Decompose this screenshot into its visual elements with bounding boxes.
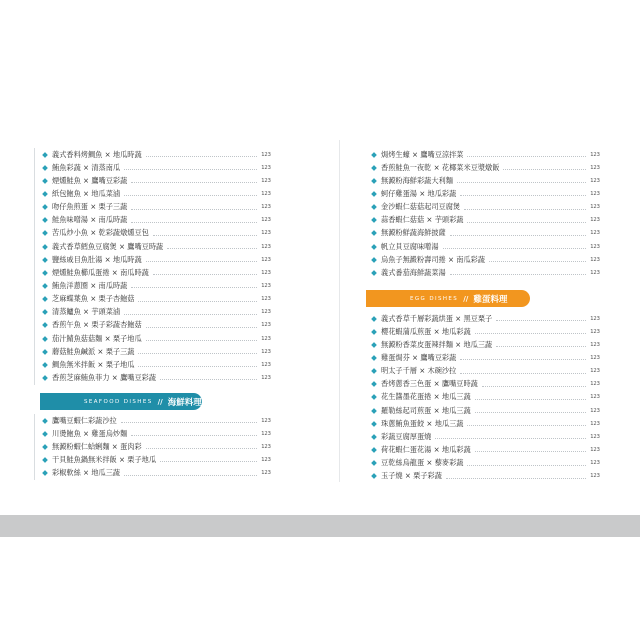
page-number: 123 — [590, 394, 600, 401]
toc-row — [364, 187, 600, 200]
diamond-bullet-icon — [42, 349, 48, 355]
diamond-bullet-icon — [42, 217, 48, 223]
recipe-title: 鮭魚味噌湯 × 南瓜時蔬 — [52, 215, 128, 225]
banner-slash: // — [157, 397, 163, 406]
page-number: 123 — [590, 381, 600, 388]
page-number: 123 — [590, 315, 600, 322]
recipe-title: 豆乾絲烏龍蛋 × 藜麥彩蔬 — [381, 458, 464, 468]
dotted-leader — [131, 287, 257, 288]
recipe-title: 鹽絲戚目魚肚湯 × 地瓜時蔬 — [52, 254, 142, 264]
page-number: 123 — [261, 470, 271, 477]
diamond-bullet-icon — [371, 217, 377, 223]
dotted-leader — [160, 379, 257, 380]
diamond-bullet-icon — [371, 244, 377, 250]
right-recipe-list — [364, 148, 600, 279]
dotted-leader — [138, 301, 257, 302]
recipe-title: 清蒸鱸魚 × 芋頭菜滷 — [52, 307, 121, 317]
page-number: 123 — [590, 204, 600, 211]
toc-row — [364, 457, 600, 470]
egg-recipe-list — [364, 312, 600, 483]
dotted-leader — [450, 274, 586, 275]
recipe-title: 鮪魚洋蔥圈 × 南瓜時蔬 — [52, 280, 128, 290]
dotted-leader — [467, 465, 586, 466]
dotted-leader — [460, 373, 586, 374]
toc-row — [364, 404, 600, 417]
page-number: 123 — [261, 456, 271, 463]
right-page — [364, 148, 600, 279]
recipe-title: 苦瓜炒小魚 × 乾彩蔬燉燻豆包 — [52, 228, 149, 238]
page-number: 123 — [590, 341, 600, 348]
diamond-bullet-icon — [371, 395, 377, 401]
recipe-title: 無澱粉蝦仁蛤蜊麵 × 蛋肉彩 — [52, 441, 142, 451]
recipe-title: 蘑菇鮭魚鹹派 × 栗子三蔬 — [52, 346, 135, 356]
recipe-title: 無澱粉鮮蔬海鮮披薩 — [381, 228, 446, 238]
page-number: 123 — [590, 460, 600, 467]
recipe-title: 干貝鮭魚鍋無米拌飯 × 栗子地瓜 — [52, 454, 157, 464]
dotted-leader — [489, 261, 586, 262]
diamond-bullet-icon — [371, 434, 377, 440]
dotted-leader — [146, 327, 257, 328]
dotted-leader — [146, 448, 257, 449]
dotted-leader — [464, 209, 586, 210]
diamond-bullet-icon — [42, 178, 48, 184]
recipe-title: 荷花蝦仁蛋花湯 × 地瓜彩蔬 — [381, 444, 471, 454]
toc-row — [35, 227, 271, 240]
recipe-title: 香煎午魚 × 栗子彩蔬杏鮑菇 — [52, 320, 142, 330]
toc-row — [364, 240, 600, 253]
banner-english: EGG DISHES — [410, 295, 459, 302]
page-number: 123 — [261, 217, 271, 224]
dotted-leader — [467, 222, 586, 223]
recipe-title: 金沙蝦仁菇菇起司豆腐煲 — [381, 202, 461, 212]
toc-row — [35, 427, 271, 440]
page-number: 123 — [590, 269, 600, 276]
diamond-bullet-icon — [371, 191, 377, 197]
recipe-title: 煙燻鮭魚 × 鷹嘴豆彩蔬 — [52, 175, 128, 185]
diamond-bullet-icon — [371, 473, 377, 479]
recipe-title: 烏魚子無澱粉壽司捲 × 南瓜彩蔬 — [381, 254, 486, 264]
recipe-title: 櫻花蝦蒲瓜煎蛋 × 地瓜彩蔬 — [381, 326, 471, 336]
page-number: 123 — [261, 361, 271, 368]
diamond-bullet-icon — [371, 421, 377, 427]
recipe-title: 義式番茄海鮮蔬菜湯 — [381, 267, 446, 277]
diamond-bullet-icon — [42, 336, 48, 342]
diamond-bullet-icon — [371, 460, 377, 466]
dotted-leader — [146, 261, 257, 262]
dotted-leader — [124, 314, 257, 315]
diamond-bullet-icon — [371, 408, 377, 414]
gutter-line — [339, 140, 340, 482]
toc-row — [364, 365, 600, 378]
page-number: 123 — [590, 177, 600, 184]
page-number: 123 — [590, 420, 600, 427]
dotted-leader — [124, 475, 257, 476]
banner-chinese: 海鮮料理 — [167, 397, 202, 408]
left-recipe-list — [35, 148, 271, 385]
recipe-title: 明太子千層 × 木碗沙拉 — [381, 366, 457, 376]
recipe-title: 無澱粉香菜皮蛋辣拌麵 × 地瓜三蔬 — [381, 339, 493, 349]
banner-english: SEAFOOD DISHES — [84, 398, 153, 405]
recipe-title: 鮪魚彩蔬 × 清蒸南瓜 — [52, 162, 121, 172]
toc-row — [35, 371, 271, 384]
dotted-leader — [121, 422, 257, 423]
banner-slash: // — [463, 294, 469, 303]
toc-row — [35, 467, 271, 480]
dotted-leader — [167, 248, 257, 249]
toc-row — [35, 148, 271, 161]
dotted-leader — [146, 156, 257, 157]
toc-row — [364, 430, 600, 443]
diamond-bullet-icon — [371, 368, 377, 374]
toc-row — [364, 443, 600, 456]
toc-row — [364, 253, 600, 266]
left-page — [34, 148, 271, 385]
diamond-bullet-icon — [42, 231, 48, 237]
page-number: 123 — [261, 269, 271, 276]
diamond-bullet-icon — [371, 342, 377, 348]
dotted-leader — [124, 169, 257, 170]
page-number: 123 — [261, 164, 271, 171]
recipe-title: 義式香草千層彩蔬烘蛋 × 黑豆栗子 — [381, 313, 493, 323]
page-number: 123 — [261, 243, 271, 250]
diamond-bullet-icon — [371, 178, 377, 184]
dotted-leader — [153, 274, 257, 275]
page-number: 123 — [590, 256, 600, 263]
diamond-bullet-icon — [42, 204, 48, 210]
page-number: 123 — [590, 473, 600, 480]
diamond-bullet-icon — [371, 270, 377, 276]
dotted-leader — [435, 438, 586, 439]
diamond-bullet-icon — [42, 152, 48, 158]
diamond-bullet-icon — [42, 323, 48, 329]
toc-row — [35, 266, 271, 279]
toc-row — [364, 201, 600, 214]
toc-row — [35, 345, 271, 358]
page-number: 123 — [590, 164, 600, 171]
page-number: 123 — [261, 190, 271, 197]
diamond-bullet-icon — [371, 231, 377, 237]
diamond-bullet-icon — [42, 165, 48, 171]
page-number: 123 — [590, 230, 600, 237]
toc-row — [35, 187, 271, 200]
recipe-title: 鷹嘴豆蝦仁彩蔬沙拉 — [52, 415, 117, 425]
page-number: 123 — [590, 433, 600, 440]
dotted-leader — [460, 195, 586, 196]
page-number: 123 — [261, 417, 271, 424]
diamond-bullet-icon — [42, 257, 48, 263]
recipe-title: 川燙鮑魚 × 雞蛋烏炒麵 — [52, 428, 128, 438]
page-number: 123 — [261, 374, 271, 381]
dotted-leader — [124, 195, 257, 196]
dotted-leader — [131, 182, 257, 183]
diamond-bullet-icon — [371, 152, 377, 158]
dotted-leader — [131, 435, 257, 436]
diamond-bullet-icon — [42, 444, 48, 450]
page-number: 123 — [261, 282, 271, 289]
diamond-bullet-icon — [371, 355, 377, 361]
diamond-bullet-icon — [42, 244, 48, 250]
egg-list-wrap — [364, 312, 600, 483]
seafood-list-wrap — [34, 414, 271, 480]
diamond-bullet-icon — [42, 431, 48, 437]
page-number: 123 — [590, 354, 600, 361]
toc-row — [35, 201, 271, 214]
diamond-bullet-icon — [371, 329, 377, 335]
recipe-title: 羅勒絲起司煎蛋 × 地瓜三蔬 — [381, 405, 471, 415]
diamond-bullet-icon — [42, 191, 48, 197]
diamond-bullet-icon — [42, 283, 48, 289]
toc-row — [35, 279, 271, 292]
recipe-title: 蚵仔雞蛋湯 × 地瓜彩蔬 — [381, 188, 457, 198]
toc-row — [35, 253, 271, 266]
recipe-title: 鯛魚無米拌飯 × 栗子地瓜 — [52, 359, 135, 369]
recipe-title: 帆立貝豆腐味噌湯 — [381, 241, 439, 251]
recipe-title: 義式香料烤鯛魚 × 地瓜時蔬 — [52, 149, 142, 159]
toc-row — [364, 391, 600, 404]
toc-row — [364, 325, 600, 338]
diamond-bullet-icon — [42, 375, 48, 381]
toc-row — [364, 312, 600, 325]
page-number: 123 — [590, 368, 600, 375]
recipe-title: 紙包鮑魚 × 地瓜菜滷 — [52, 188, 121, 198]
dotted-leader — [467, 425, 586, 426]
recipe-title: 香煎芝麻鮪魚菲力 × 鷹嘴豆彩蔬 — [52, 372, 157, 382]
recipe-title: 珠蔥鮪魚蛋餃 × 地瓜三蔬 — [381, 418, 464, 428]
page-number: 123 — [590, 446, 600, 453]
page-number: 123 — [590, 217, 600, 224]
recipe-title: 蒜香蝦仁菇菇 × 芋頭彩蔬 — [381, 215, 464, 225]
toc-row — [364, 338, 600, 351]
recipe-title: 芝麻蝶葉魚 × 栗子杏鮑菇 — [52, 294, 135, 304]
toc-row — [364, 470, 600, 483]
toc-row — [364, 417, 600, 430]
dotted-leader — [443, 248, 587, 249]
toc-row — [35, 358, 271, 371]
recipe-title: 煙燻鮭魚櫛瓜蛋捲 × 南瓜時蔬 — [52, 267, 149, 277]
recipe-title: 焗烤生蠔 × 鷹嘴豆涼拌菜 — [381, 149, 464, 159]
toc-row — [364, 148, 600, 161]
recipe-title: 無澱粉海鮮彩蔬大利麵 — [381, 175, 453, 185]
diamond-bullet-icon — [42, 418, 48, 424]
toc-row — [35, 440, 271, 453]
diamond-bullet-icon — [371, 204, 377, 210]
toc-row — [364, 378, 600, 391]
toc-row — [35, 161, 271, 174]
recipe-title: 香煎鮭魚一夜乾 × 花椰菜米豆漿燉飯 — [381, 162, 500, 172]
dotted-leader — [160, 461, 257, 462]
diamond-bullet-icon — [42, 309, 48, 315]
dotted-leader — [467, 156, 586, 157]
dotted-leader — [146, 340, 257, 341]
page-number: 123 — [261, 309, 271, 316]
dotted-leader — [503, 169, 586, 170]
diamond-bullet-icon — [42, 270, 48, 276]
diamond-bullet-icon — [42, 296, 48, 302]
page-number: 123 — [261, 322, 271, 329]
toc-row — [364, 351, 600, 364]
toc-row — [35, 332, 271, 345]
recipe-title: 茄汁鯖魚菇菇麵 × 栗子地瓜 — [52, 333, 142, 343]
page-number: 123 — [261, 430, 271, 437]
page-number: 123 — [590, 190, 600, 197]
diamond-bullet-icon — [371, 316, 377, 322]
toc-row — [35, 293, 271, 306]
page-number: 123 — [261, 296, 271, 303]
recipe-title: 彩蔬豆腐厚蛋燒 — [381, 431, 432, 441]
diamond-bullet-icon — [42, 457, 48, 463]
dotted-leader — [475, 399, 586, 400]
page-number: 123 — [261, 230, 271, 237]
page-number: 123 — [261, 348, 271, 355]
dotted-leader — [138, 366, 257, 367]
page-number: 123 — [590, 328, 600, 335]
toc-row — [364, 174, 600, 187]
page-number: 123 — [261, 204, 271, 211]
page-number: 123 — [261, 151, 271, 158]
recipe-title: 雞蛋焗芬 × 鷹嘴豆彩蔬 — [381, 352, 457, 362]
toc-row — [35, 240, 271, 253]
diamond-bullet-icon — [42, 362, 48, 368]
dotted-leader — [153, 235, 257, 236]
toc-row — [35, 214, 271, 227]
page-number: 123 — [261, 256, 271, 263]
dotted-leader — [131, 222, 257, 223]
dotted-leader — [475, 451, 586, 452]
page-number: 123 — [261, 177, 271, 184]
recipe-title: 吻仔魚煎蛋 × 栗子三蔬 — [52, 202, 128, 212]
diamond-bullet-icon — [371, 257, 377, 263]
diamond-bullet-icon — [371, 447, 377, 453]
dotted-leader — [131, 209, 257, 210]
toc-row — [35, 306, 271, 319]
page-number: 123 — [261, 443, 271, 450]
recipe-title: 義式香草鱈魚豆腐煲 × 鷹嘴豆時蔬 — [52, 241, 164, 251]
recipe-title: 彩椒軟絲 × 地瓜三蔬 — [52, 468, 121, 478]
diamond-bullet-icon — [371, 381, 377, 387]
recipe-title: 花生醬墨花蛋捲 × 地瓜三蔬 — [381, 392, 471, 402]
toc-row — [364, 214, 600, 227]
dotted-leader — [460, 359, 586, 360]
dotted-leader — [482, 386, 586, 387]
dotted-leader — [496, 346, 586, 347]
page-number: 123 — [590, 407, 600, 414]
toc-row — [364, 227, 600, 240]
banner-chinese: 雞蛋料理 — [473, 294, 508, 305]
recipe-title: 玉子燒 × 栗子彩蔬 — [381, 471, 442, 481]
dotted-leader — [446, 478, 586, 479]
page-number: 123 — [590, 151, 600, 158]
seafood-recipe-list — [35, 414, 271, 480]
toc-row — [35, 319, 271, 332]
dotted-leader — [475, 412, 586, 413]
egg-section-banner — [366, 290, 530, 307]
toc-row — [35, 453, 271, 466]
dotted-leader — [496, 320, 586, 321]
dotted-leader — [475, 333, 586, 334]
page-number: 123 — [590, 243, 600, 250]
footer-band — [0, 515, 640, 537]
toc-row — [364, 266, 600, 279]
dotted-leader — [457, 182, 586, 183]
recipe-title: 香烤蔥香三色蛋 × 鷹嘴豆時蔬 — [381, 379, 478, 389]
diamond-bullet-icon — [42, 470, 48, 476]
toc-row — [364, 161, 600, 174]
diamond-bullet-icon — [371, 165, 377, 171]
dotted-leader — [138, 353, 257, 354]
toc-row — [35, 174, 271, 187]
dotted-leader — [450, 235, 586, 236]
page-number: 123 — [261, 335, 271, 342]
seafood-section-banner — [40, 393, 202, 410]
toc-row — [35, 414, 271, 427]
